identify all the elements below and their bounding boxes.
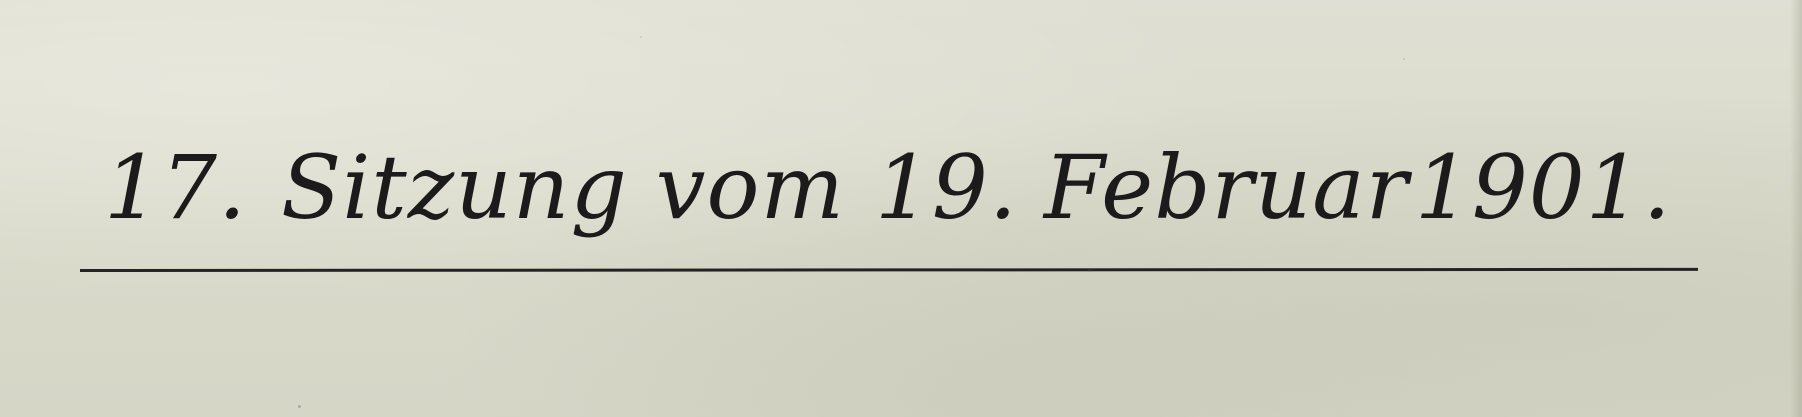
- session-number: 17.: [104, 136, 247, 239]
- paper-edge-shadow: [1790, 0, 1802, 417]
- paper-speck: [640, 36, 642, 38]
- heading-underline: [80, 268, 1698, 272]
- word-sitzung: Sitzung: [280, 136, 628, 239]
- paper-speck: [1088, 268, 1092, 272]
- word-vom: vom: [655, 136, 845, 239]
- session-heading: [104, 128, 1672, 268]
- date-month: Februar: [1043, 136, 1409, 239]
- date-day: 19.: [874, 136, 1018, 239]
- paper-speck: [1403, 58, 1405, 60]
- date-year: 1901.: [1414, 136, 1672, 239]
- paper-speck: [298, 405, 301, 408]
